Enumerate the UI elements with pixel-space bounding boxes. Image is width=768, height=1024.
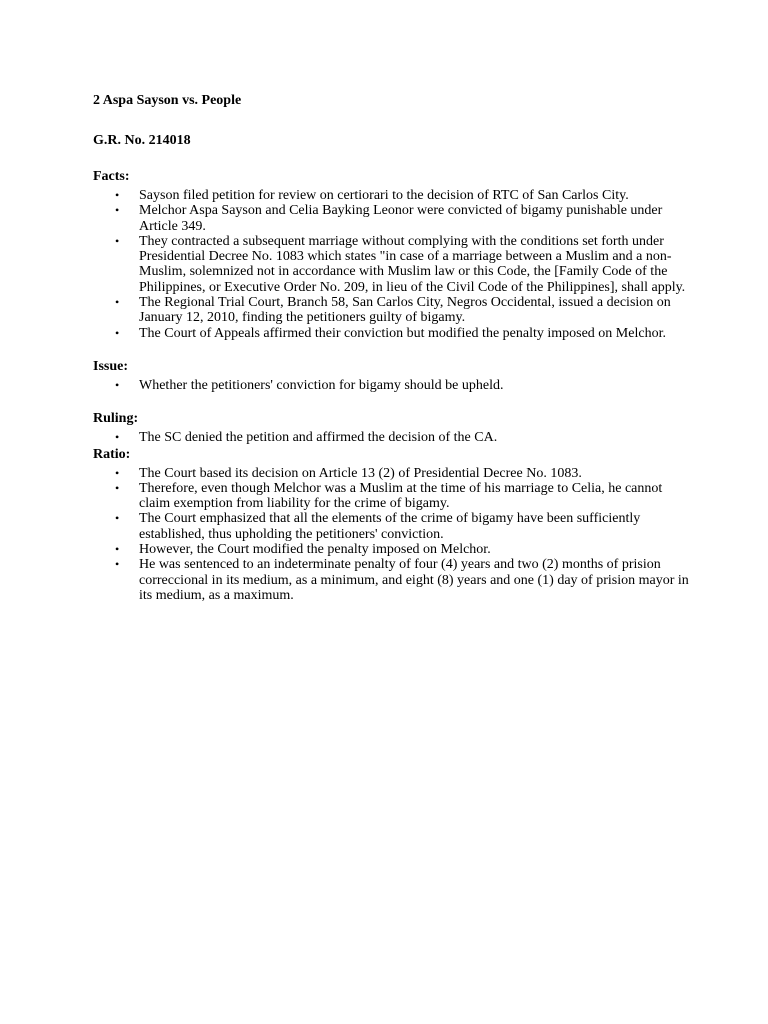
bullet-icon: • [115,295,120,310]
facts-list [93,188,693,341]
facts-heading: Facts: [93,169,130,184]
document-page [93,92,693,603]
list-item-text: Therefore, even though Melchor was a Muslim at the time of his marriage to Celia, he cannot claim exemption from liability for the crime of bigamy. [139,480,663,512]
list-item [93,326,693,341]
list-item [93,203,693,234]
list-item [93,481,693,512]
list-item [93,295,693,326]
list-item-text: The Regional Trial Court, Branch 58, San Carlos City, Negros Occidental, issued a decision on January 12, 2010, finding the petitioners guilty of bigamy. [139,295,671,326]
list-item-text: The SC denied the petition and affirmed the decision of the CA. [139,430,498,446]
list-item [93,466,693,481]
bullet-icon: • [115,325,120,340]
list-item [93,542,693,557]
list-item [93,188,693,203]
issue-heading: Issue: [93,358,129,374]
bullet-icon: • [115,480,120,495]
bullet-icon: • [115,233,120,248]
list-item-text: However, the Court modified the penalty imposed on Melchor. [139,542,491,558]
ruling-list [93,430,693,445]
bullet-icon: • [115,557,120,572]
case-title: 2 Aspa Sayson vs. People [93,93,242,108]
ratio-heading: Ratio: [93,446,131,462]
list-item [93,378,693,393]
list-item [93,234,693,295]
issue-list [93,378,693,393]
list-item [93,557,693,603]
bullet-icon: • [115,542,120,557]
list-item [93,430,693,445]
bullet-icon: • [115,511,120,526]
list-item-text: He was sentenced to an indeterminate penalty of four (4) years and two (2) months of prision correccional in its medium, as a minimum, and eight (8) years and one (1) day of prision mayor in its medium, as a maximum. [139,557,689,603]
list-item-text: The Court based its decision on Article 13 (2) of Presidential Decree No. 1083. [139,465,582,481]
list-item-text: Sayson filed petition for review on certiorari to the decision of RTC of San Carlos City. [139,188,629,203]
gr-number: G.R. No. 214018 [93,133,191,148]
bullet-icon: • [115,430,120,445]
bullet-icon: • [115,377,120,392]
ratio-list [93,466,693,604]
bullet-icon: • [115,188,120,202]
list-item-text: The Court emphasized that all the elements of the crime of bigamy have been sufficiently established, thus upholding the petitioners' conviction. [139,511,641,542]
list-item-text: Whether the petitioners' conviction for bigamy should be upheld. [139,377,504,393]
bullet-icon: • [115,203,120,218]
list-item-text: They contracted a subsequent marriage without complying with the conditions set forth under Presidential Decree No. 1083 which states "in case of a marriage between a Muslim and a non-Muslim, solemnized not in accordance with Muslim law or this Code, the [Family Code of the Philippines, or Executive Order No. 209, in lieu of the Civil Code of the Philippines], shall apply. [139,233,686,295]
bullet-icon: • [115,465,120,480]
list-item-text: The Court of Appeals affirmed their conviction but modified the penalty imposed on Melchor. [139,325,666,341]
list-item-text: Melchor Aspa Sayson and Celia Bayking Leonor were convicted of bigamy punishable under Article 349. [139,203,663,234]
list-item [93,511,693,542]
ruling-heading: Ruling: [93,411,139,427]
